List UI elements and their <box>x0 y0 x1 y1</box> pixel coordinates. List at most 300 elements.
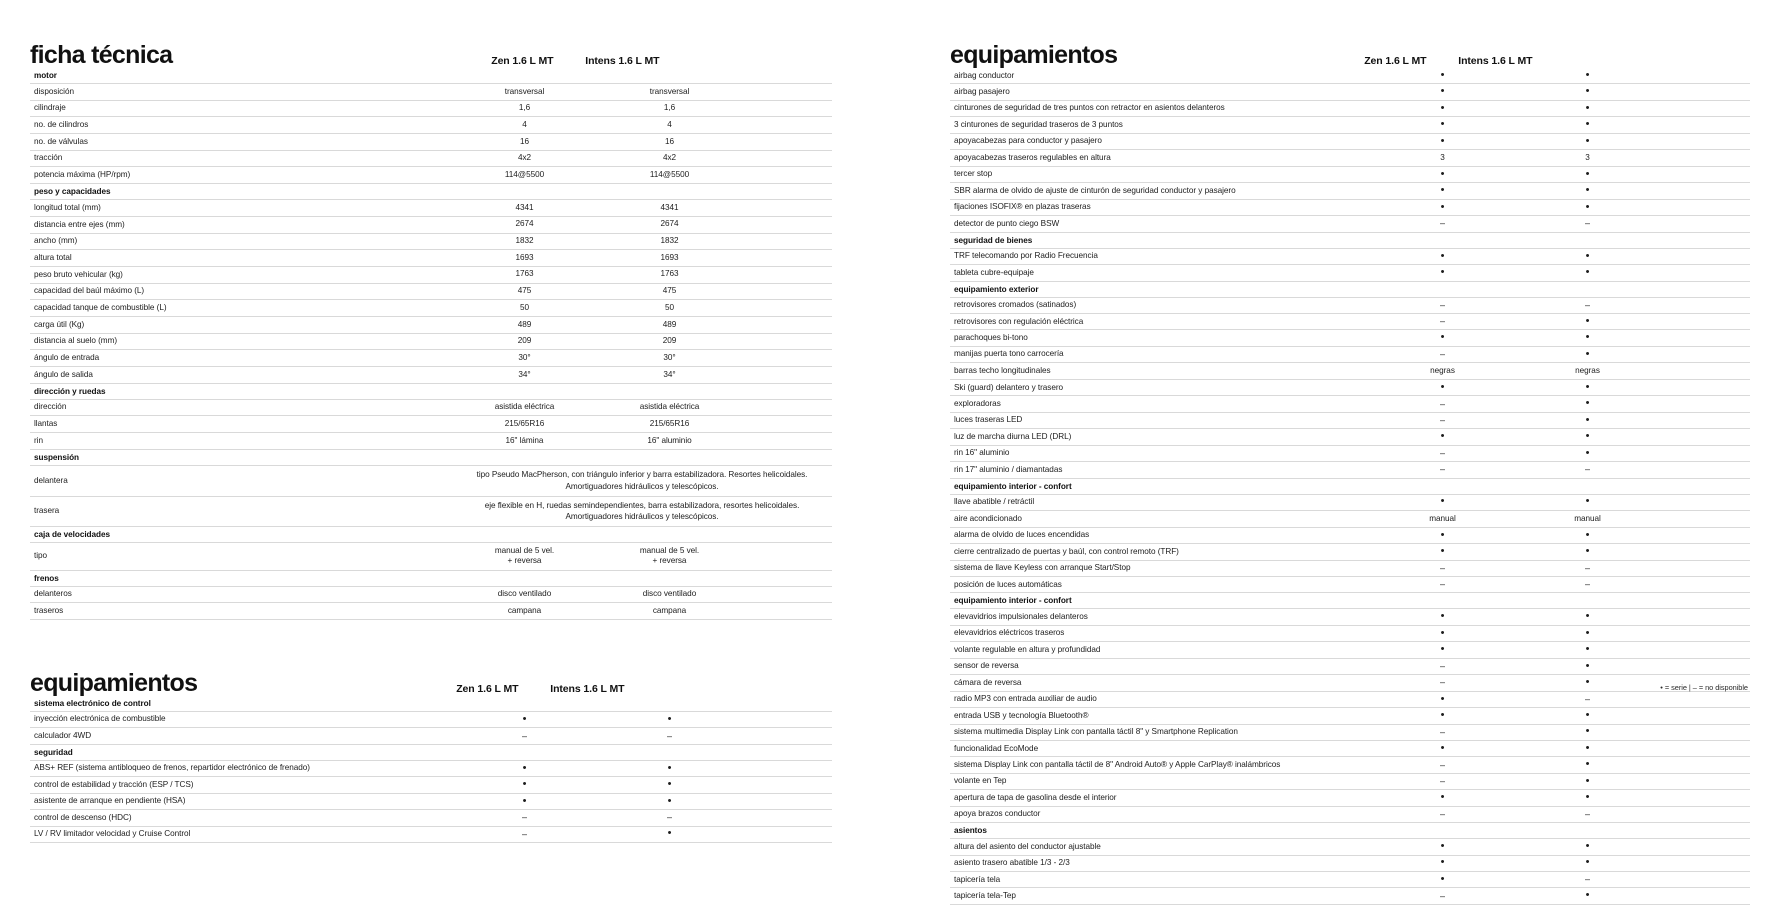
table-row <box>950 346 1750 362</box>
row-value-zen: transversal <box>452 84 597 101</box>
table-row <box>950 888 1750 904</box>
table-row <box>30 543 832 570</box>
row-label: capacidad tanque de combustible (L) <box>30 300 452 317</box>
row-value-spacer <box>1660 412 1750 428</box>
row-value-intens: • <box>1515 855 1660 871</box>
equipamientos-right-table <box>950 68 1750 905</box>
row-label: tapicería tela <box>950 872 1370 888</box>
row-value-zen: – <box>1370 724 1515 740</box>
row-label: asiento trasero abatible 1/3 - 2/3 <box>950 855 1370 871</box>
row-label: sistema de llave Keyless con arranque Start/Stop <box>950 560 1370 576</box>
row-value-intens: 209 <box>597 333 742 350</box>
table-row <box>30 167 832 184</box>
row-value-spacer <box>1660 642 1750 658</box>
row-value-zen: 4 <box>452 117 597 134</box>
table-row <box>30 777 832 793</box>
row-value-zen: • <box>1370 790 1515 806</box>
row-value-intens: • <box>1515 708 1660 724</box>
row-label: no. de cilindros <box>30 117 452 134</box>
row-label: LV / RV limitador velocidad y Cruise Control <box>30 826 452 842</box>
row-label: capacidad del baúl máximo (L) <box>30 283 452 300</box>
row-label: detector de punto ciego BSW <box>950 216 1370 232</box>
column-headers-equip-left <box>197 683 832 696</box>
table-row <box>950 84 1750 100</box>
table-row <box>950 708 1750 724</box>
section-spacer <box>30 620 832 650</box>
row-value-zen: manual <box>1370 511 1515 528</box>
row-value-spacer <box>742 777 832 793</box>
row-value-intens: – <box>1515 577 1660 593</box>
section-header-row <box>30 744 832 760</box>
table-row <box>950 757 1750 773</box>
section-header-label: equipamiento exterior <box>950 281 1750 297</box>
row-value-intens: 489 <box>597 316 742 333</box>
row-value-intens: • <box>1515 412 1660 428</box>
table-row <box>950 117 1750 133</box>
row-label: control de estabilidad y tracción (ESP / TCS) <box>30 777 452 793</box>
row-label: sistema multimedia Display Link con pantalla táctil 8" y Smartphone Replication <box>950 724 1370 740</box>
row-label: distancia entre ejes (mm) <box>30 216 452 233</box>
row-label: control de descenso (HDC) <box>30 810 452 826</box>
row-value-zen: 215/65R16 <box>452 416 597 433</box>
row-value-zen: • <box>1370 330 1515 346</box>
row-value-intens: • <box>1515 248 1660 264</box>
table-row <box>30 250 832 267</box>
row-value-spacer <box>1660 396 1750 412</box>
row-value-zen: – <box>1370 313 1515 329</box>
row-value-zen: • <box>1370 609 1515 625</box>
table-row <box>30 826 832 842</box>
row-value-zen: campana <box>452 603 597 620</box>
row-value-spacer <box>742 117 832 134</box>
table-row <box>950 855 1750 871</box>
section-header-label: equipamiento interior - confort <box>950 593 1750 609</box>
row-value-zen: 209 <box>452 333 597 350</box>
row-value-spacer <box>1660 379 1750 395</box>
row-value-intens: • <box>1515 888 1660 904</box>
row-label: elevavidrios eléctricos traseros <box>950 625 1370 641</box>
row-value-intens: disco ventilado <box>597 586 742 603</box>
row-value-spacer <box>1660 84 1750 100</box>
row-value-zen: 2674 <box>452 216 597 233</box>
row-value-zen: 1832 <box>452 233 597 250</box>
row-value-zen: – <box>1370 216 1515 232</box>
section-header-row <box>30 383 832 399</box>
row-value-spacer <box>1660 888 1750 904</box>
row-label: delanteros <box>30 586 452 603</box>
row-value-intens: • <box>1515 313 1660 329</box>
equipamientos-right-header <box>950 22 1750 68</box>
equipamientos-left-header <box>30 650 832 696</box>
row-value-zen: • <box>1370 379 1515 395</box>
table-row <box>30 586 832 603</box>
row-value-zen: – <box>1370 773 1515 789</box>
row-label: rin <box>30 433 452 450</box>
row-value-intens: • <box>597 711 742 727</box>
row-value-spacer <box>742 84 832 101</box>
row-label: volante regulable en altura y profundidad <box>950 642 1370 658</box>
row-value-spacer <box>742 150 832 167</box>
row-value-zen: • <box>1370 872 1515 888</box>
row-value-intens: – <box>1515 806 1660 822</box>
row-value-zen: 4341 <box>452 200 597 217</box>
row-label: altura del asiento del conductor ajustable <box>950 839 1370 855</box>
table-row <box>30 100 832 117</box>
row-value-intens: • <box>1515 839 1660 855</box>
row-value-spacer <box>1660 150 1750 167</box>
row-value-intens: • <box>1515 68 1660 84</box>
row-value-zen: 1,6 <box>452 100 597 117</box>
table-row <box>950 872 1750 888</box>
table-row <box>30 793 832 809</box>
table-row <box>950 429 1750 445</box>
row-value-zen: • <box>1370 117 1515 133</box>
table-row <box>30 216 832 233</box>
table-row <box>950 183 1750 199</box>
row-value-intens: asistida eléctrica <box>597 399 742 416</box>
table-row <box>950 625 1750 641</box>
left-column <box>26 22 832 840</box>
row-value-spacer <box>1660 363 1750 380</box>
row-value-intens: • <box>1515 84 1660 100</box>
table-row <box>950 412 1750 428</box>
row-value-intens: – <box>1515 691 1660 707</box>
section-header-label: sistema electrónico de control <box>30 696 832 712</box>
row-label: cinturones de seguridad de tres puntos con retractor en asientos delanteros <box>950 100 1370 116</box>
row-label: longitud total (mm) <box>30 200 452 217</box>
row-value-intens: • <box>1515 675 1660 691</box>
row-label: sistema Display Link con pantalla táctil de 8" Android Auto® y Apple CarPlay® inalámbricos <box>950 757 1370 773</box>
row-value-intens: • <box>1515 445 1660 461</box>
row-label: trasera <box>30 496 452 527</box>
row-value-spacer <box>1660 183 1750 199</box>
row-label: disposición <box>30 84 452 101</box>
row-value-intens: • <box>1515 494 1660 510</box>
table-row <box>950 379 1750 395</box>
row-value-zen: negras <box>1370 363 1515 380</box>
row-label: dirección <box>30 399 452 416</box>
row-value-zen: – <box>1370 297 1515 313</box>
row-value-spacer <box>1660 560 1750 576</box>
table-row <box>950 544 1750 560</box>
row-value-zen: 16" lámina <box>452 433 597 450</box>
row-value-spacer <box>1660 740 1750 756</box>
row-value-spacer <box>742 134 832 151</box>
row-value-spacer <box>742 586 832 603</box>
table-row <box>950 445 1750 461</box>
row-label: tracción <box>30 150 452 167</box>
column-header-intens-right: Intens 1.6 L MT <box>1458 55 1533 67</box>
row-value-spacer <box>1660 757 1750 773</box>
section-header-row <box>30 449 832 465</box>
row-value-spacer <box>1660 708 1750 724</box>
row-value-intens: • <box>1515 265 1660 281</box>
row-label: apoyacabezas para conductor y pasajero <box>950 133 1370 149</box>
row-value-zen: • <box>1370 248 1515 264</box>
row-value-spacer <box>1660 527 1750 543</box>
row-value-zen: • <box>1370 740 1515 756</box>
row-value-spacer <box>1660 297 1750 313</box>
row-value-intens: • <box>1515 658 1660 674</box>
row-label: airbag conductor <box>950 68 1370 84</box>
row-value-zen: – <box>452 826 597 842</box>
table-row <box>30 399 832 416</box>
row-value-intens: 30° <box>597 350 742 367</box>
section-header-row <box>950 281 1750 297</box>
table-row <box>950 724 1750 740</box>
column-header-intens: Intens 1.6 L MT <box>585 55 660 67</box>
row-label: parachoques bi-tono <box>950 330 1370 346</box>
table-row <box>950 330 1750 346</box>
row-value-intens: • <box>1515 544 1660 560</box>
row-label: potencia máxima (HP/rpm) <box>30 167 452 184</box>
row-value-zen: • <box>1370 691 1515 707</box>
row-label: funcionalidad EcoMode <box>950 740 1370 756</box>
row-value-intens: • <box>1515 346 1660 362</box>
row-value-spacer <box>742 200 832 217</box>
row-value-spacer <box>1660 68 1750 84</box>
table-row <box>950 806 1750 822</box>
table-row <box>950 790 1750 806</box>
row-value-intens: 34° <box>597 367 742 384</box>
table-row <box>950 609 1750 625</box>
row-value-zen: • <box>1370 133 1515 149</box>
table-row <box>950 199 1750 215</box>
row-value-intens: • <box>1515 117 1660 133</box>
row-value-zen: 489 <box>452 316 597 333</box>
row-value-intens: 1693 <box>597 250 742 267</box>
row-label: luz de marcha diurna LED (DRL) <box>950 429 1370 445</box>
row-label: cámara de reversa <box>950 675 1370 691</box>
row-value-spacer <box>1660 806 1750 822</box>
table-row <box>30 603 832 620</box>
row-value-intens: 4 <box>597 117 742 134</box>
row-value-spacer <box>1660 265 1750 281</box>
table-row <box>30 465 832 496</box>
row-value-spacer <box>1660 790 1750 806</box>
column-headers-ficha <box>172 55 832 68</box>
section-header-label: frenos <box>30 570 832 586</box>
ficha-tecnica-header <box>30 22 832 68</box>
row-value-intens: – <box>597 728 742 744</box>
row-value-intens: negras <box>1515 363 1660 380</box>
section-header-row <box>950 823 1750 839</box>
legend-footnote: • = serie | – = no disponible <box>1660 683 1748 692</box>
table-row <box>30 316 832 333</box>
table-row <box>950 462 1750 478</box>
row-value-zen: – <box>1370 888 1515 904</box>
row-value-zen: manual de 5 vel. + reversa <box>452 543 597 570</box>
row-value-zen: • <box>1370 544 1515 560</box>
row-value-intens: – <box>1515 297 1660 313</box>
row-value-zen: • <box>1370 527 1515 543</box>
row-value-spacer <box>1660 494 1750 510</box>
table-row <box>950 839 1750 855</box>
row-value-spacer <box>742 367 832 384</box>
row-label: retrovisores cromados (satinados) <box>950 297 1370 313</box>
row-label: airbag pasajero <box>950 84 1370 100</box>
table-row <box>30 134 832 151</box>
row-value-intens: • <box>1515 133 1660 149</box>
column-header-intens-equip-left: Intens 1.6 L MT <box>550 682 625 695</box>
row-value-intens: manual de 5 vel. + reversa <box>597 543 742 570</box>
row-value-zen: • <box>1370 642 1515 658</box>
row-value-spacer <box>742 233 832 250</box>
row-label: inyección electrónica de combustible <box>30 711 452 727</box>
row-value-zen: – <box>1370 806 1515 822</box>
table-row <box>950 642 1750 658</box>
row-value-spacer <box>1660 248 1750 264</box>
section-header-label: dirección y ruedas <box>30 383 832 399</box>
row-value-zen: – <box>1370 412 1515 428</box>
row-value-zen: • <box>452 777 597 793</box>
row-value-zen: 30° <box>452 350 597 367</box>
right-column <box>950 22 1750 902</box>
table-row <box>30 266 832 283</box>
row-label: llantas <box>30 416 452 433</box>
row-value-spacer <box>742 711 832 727</box>
row-label: Ski (guard) delantero y trasero <box>950 379 1370 395</box>
row-label: altura total <box>30 250 452 267</box>
row-value-spacer <box>1660 691 1750 707</box>
row-label: barras techo longitudinales <box>950 363 1370 380</box>
column-header-zen-equip-left: Zen 1.6 L MT <box>456 682 519 695</box>
row-value-spacer <box>742 316 832 333</box>
row-value-zen: 475 <box>452 283 597 300</box>
table-row <box>950 248 1750 264</box>
row-value-intens: – <box>1515 872 1660 888</box>
table-row <box>30 283 832 300</box>
row-value-zen: 3 <box>1370 150 1515 167</box>
row-value-spacer <box>742 350 832 367</box>
row-value-spacer <box>1660 313 1750 329</box>
row-value-zen: – <box>1370 462 1515 478</box>
row-value-zen: – <box>1370 560 1515 576</box>
row-value-zen: 16 <box>452 134 597 151</box>
row-label: alarma de olvido de luces encendidas <box>950 527 1370 543</box>
section-header-row <box>30 184 832 200</box>
row-value-spacer <box>1660 544 1750 560</box>
row-value-intens: campana <box>597 603 742 620</box>
row-value-intens: • <box>1515 790 1660 806</box>
ficha-tecnica-table <box>30 68 832 620</box>
row-value-intens: • <box>1515 642 1660 658</box>
row-value-spacer <box>1660 625 1750 641</box>
row-label: ancho (mm) <box>30 233 452 250</box>
row-value-spacer <box>1660 199 1750 215</box>
row-value-zen: • <box>1370 708 1515 724</box>
row-value-intens: 3 <box>1515 150 1660 167</box>
row-label: 3 cinturones de seguridad traseros de 3 puntos <box>950 117 1370 133</box>
row-label: elevavidrios impulsionales delanteros <box>950 609 1370 625</box>
row-value-spacer <box>1660 429 1750 445</box>
table-row <box>950 363 1750 380</box>
table-row <box>950 740 1750 756</box>
table-row <box>950 577 1750 593</box>
row-value-intens: 16" aluminio <box>597 433 742 450</box>
row-value-intens: • <box>597 760 742 776</box>
row-value-intens: • <box>1515 724 1660 740</box>
table-row <box>30 150 832 167</box>
row-value-zen: • <box>1370 265 1515 281</box>
row-label: delantera <box>30 465 452 496</box>
row-value-spacer <box>1660 133 1750 149</box>
row-value-spacer <box>742 266 832 283</box>
section-header-label: motor <box>30 68 832 84</box>
section-header-row <box>30 570 832 586</box>
row-value-zen: • <box>1370 199 1515 215</box>
row-value-intens: • <box>1515 740 1660 756</box>
table-row <box>950 691 1750 707</box>
row-value-intens: • <box>1515 199 1660 215</box>
row-value-intens: 1,6 <box>597 100 742 117</box>
table-row <box>950 100 1750 116</box>
row-value-spacer <box>742 333 832 350</box>
table-row <box>950 773 1750 789</box>
table-row <box>30 84 832 101</box>
row-value-spacer <box>742 100 832 117</box>
row-value-spacer <box>742 283 832 300</box>
row-value-intens: • <box>1515 330 1660 346</box>
row-value-spacer <box>1660 100 1750 116</box>
row-label: cierre centralizado de puertas y baúl, con control remoto (TRF) <box>950 544 1370 560</box>
row-value-intens: • <box>1515 757 1660 773</box>
row-value-spacer <box>1660 773 1750 789</box>
column-header-zen: Zen 1.6 L MT <box>491 55 554 67</box>
row-value-zen: 50 <box>452 300 597 317</box>
row-value-spacer <box>1660 609 1750 625</box>
row-value-intens: 4x2 <box>597 150 742 167</box>
row-label: apoya brazos conductor <box>950 806 1370 822</box>
row-value-spacer <box>742 810 832 826</box>
row-label: asistente de arranque en pendiente (HSA) <box>30 793 452 809</box>
row-value-zen: – <box>1370 346 1515 362</box>
table-row <box>950 68 1750 84</box>
row-label: TRF telecomando por Radio Frecuencia <box>950 248 1370 264</box>
section-header-label: suspensión <box>30 449 832 465</box>
row-value-zen: • <box>452 760 597 776</box>
row-value-zen: • <box>452 793 597 809</box>
row-value-zen: 1763 <box>452 266 597 283</box>
section-header-row <box>30 68 832 84</box>
row-value-spacer <box>742 250 832 267</box>
table-row <box>950 166 1750 182</box>
table-row <box>950 511 1750 528</box>
section-header-label: asientos <box>950 823 1750 839</box>
row-value-zen: • <box>1370 625 1515 641</box>
equipamientos-left-table <box>30 696 832 843</box>
table-row <box>950 297 1750 313</box>
row-value-zen: – <box>1370 675 1515 691</box>
row-value-spacer <box>1660 872 1750 888</box>
row-value-spacer <box>742 300 832 317</box>
row-value-spacer <box>1660 216 1750 232</box>
section-header-label: equipamiento interior - confort <box>950 478 1750 494</box>
row-value-zen: • <box>1370 100 1515 116</box>
table-row <box>30 117 832 134</box>
row-label: aire acondicionado <box>950 511 1370 528</box>
row-value-spacer <box>1660 445 1750 461</box>
row-value-intens: – <box>597 810 742 826</box>
row-value-zen: • <box>1370 84 1515 100</box>
row-label: SBR alarma de olvido de ajuste de cinturón de seguridad conductor y pasajero <box>950 183 1370 199</box>
row-value-zen: – <box>452 810 597 826</box>
table-row <box>30 200 832 217</box>
row-value-intens: 4341 <box>597 200 742 217</box>
row-value-intens: • <box>1515 527 1660 543</box>
section-header-row <box>950 593 1750 609</box>
row-label: entrada USB y tecnología Bluetooth® <box>950 708 1370 724</box>
